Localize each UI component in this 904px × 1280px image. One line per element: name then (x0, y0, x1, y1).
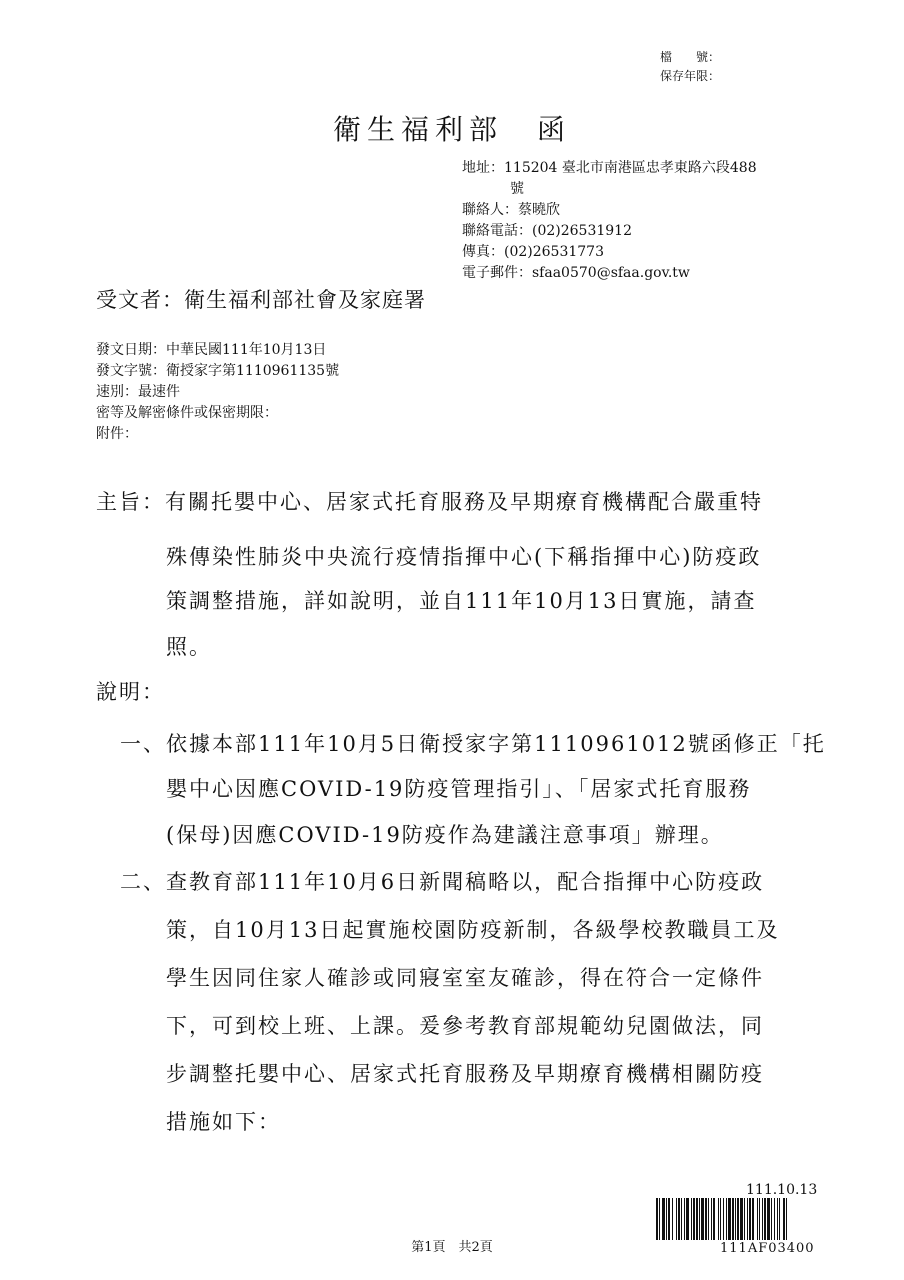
security-level: 密等及解密條件或保密期限： (96, 405, 278, 421)
explanation-line: (保母)因應COVID-19防疫作為建議注意事項」辦理。 (166, 823, 724, 847)
document-title: 衛生福利部 函 (332, 113, 571, 146)
explanation-line: 下，可到校上班、上課。爰參考教育部規範幼兒園做法，同 (166, 1014, 764, 1038)
issue-date: 發文日期：中華民國111年10月13日 (96, 342, 327, 358)
explanation-line: 嬰中心因應COVID-19防疫管理指引」、「居家式托育服務 (166, 777, 752, 801)
contact-block (462, 158, 822, 284)
address-line-1: 地址：115204 臺北市南港區忠孝東路六段488 (462, 160, 757, 176)
contact-fax: 傳真：(02)26531773 (462, 244, 604, 260)
subject-heading: 主旨：有關托嬰中心、居家式托育服務及早期療育機構配合嚴重特 (96, 490, 763, 514)
contact-phone: 聯絡電話：(02)26531912 (462, 223, 632, 239)
explanation-line: 策，自10月13日起實施校園防疫新制，各級學校教職員工及 (166, 918, 780, 942)
retention-period: 保存年限： (660, 69, 721, 83)
barcode-code: 111AF03400 (720, 1241, 815, 1256)
issue-number: 發文字號：衛授家字第1110961135號 (96, 363, 340, 379)
barcode (656, 1198, 860, 1240)
recipient: 受文者：衛生福利部社會及家庭署 (96, 288, 426, 312)
explanation-line: 措施如下： (166, 1110, 281, 1134)
contact-email[interactable]: 電子郵件：sfaa0570@sfaa.gov.tw (462, 265, 690, 281)
explanation-line: 步調整托嬰中心、居家式托育服務及早期療育機構相關防疫 (166, 1062, 764, 1086)
page-number: 第1頁 共2頁 (411, 1240, 493, 1255)
address-line-2: 號 (510, 181, 524, 197)
subject-line: 殊傳染性肺炎中央流行疫情指揮中心(下稱指揮中心)防疫政 (166, 545, 762, 569)
file-number: 檔 號： (660, 50, 721, 64)
explanation-item-1: 一、依據本部111年10月5日衛授家字第1110961012號函修正「托 (120, 732, 826, 756)
delivery-speed: 速別：最速件 (96, 384, 180, 400)
attachment: 附件： (96, 426, 138, 442)
barcode-date: 111.10.13 (746, 1182, 818, 1198)
explanation-heading: 說明： (96, 680, 165, 704)
subject-line: 照。 (166, 635, 212, 659)
archive-info (660, 48, 720, 86)
contact-person: 聯絡人：蔡曉欣 (462, 202, 560, 218)
meta-block (96, 340, 339, 445)
explanation-item-2: 二、查教育部111年10月6日新聞稿略以，配合指揮中心防疫政 (120, 870, 765, 894)
subject-line: 策調整措施，詳如說明，並自111年10月13日實施，請查 (166, 589, 757, 613)
explanation-line: 學生因同住家人確診或同寢室室友確診，得在符合一定條件 (166, 966, 764, 990)
